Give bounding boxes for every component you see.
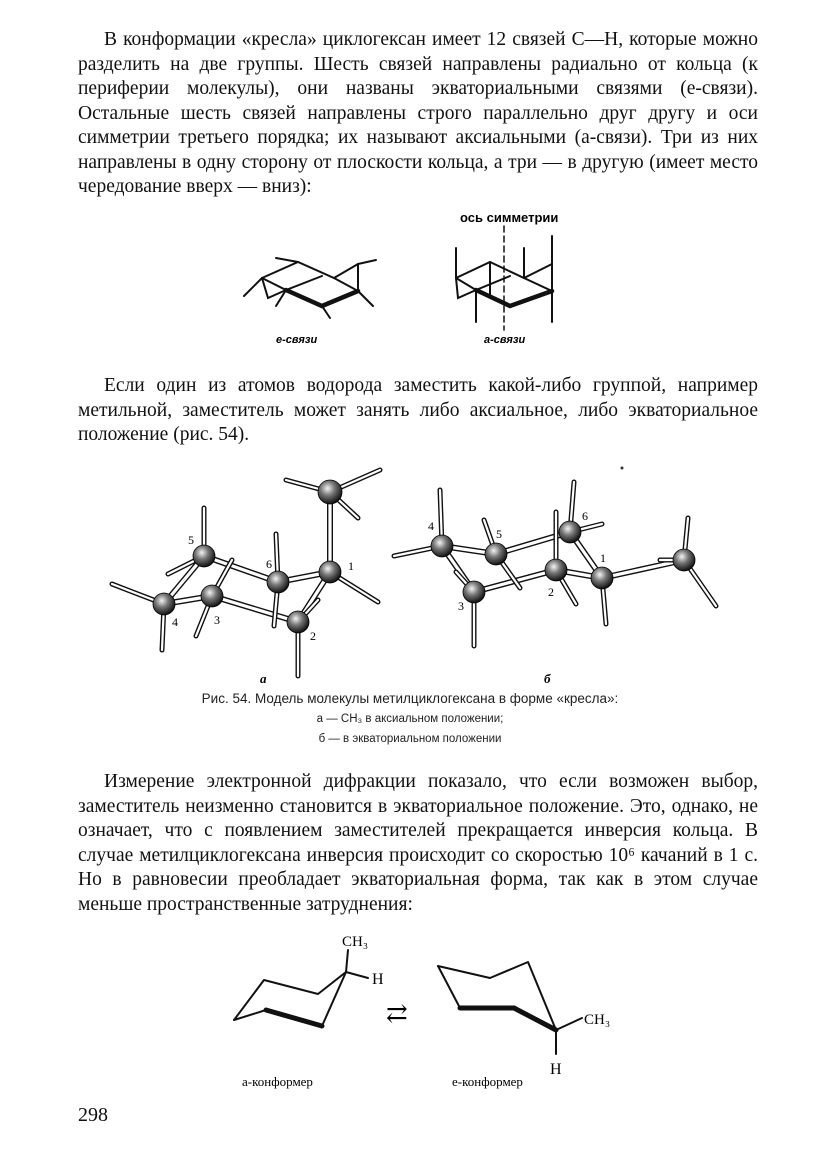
atom-b-1: 1 [600,551,606,565]
atom-a-4: 4 [172,615,178,629]
figure-54-caption-title: Рис. 54. Модель молекулы метилциклогексана в форме «кресла»: [201,691,619,706]
page-number: 298 [78,1104,108,1126]
a-conformer [234,950,368,1026]
equilibrium-arrows: ⇄ [386,999,408,1028]
paragraph-substituent: Если один из атомов водорода заместить какой-либо группой, например метильной, заместитель может занять либо аксиальное, либо экваториальное положение (рис. 54). [78,375,758,445]
atom-b-3: 3 [458,599,464,613]
a-conformer-label: а-конформер [242,1074,313,1089]
atom-b-6: 6 [582,509,588,523]
e-conformer [438,962,582,1054]
e-bonds-label: е-связи [276,334,318,346]
e-conformer-label: е-конформер [452,1074,523,1089]
atom-a-3: 3 [214,613,220,627]
paragraph-electron-diffraction: Измерение электронной дифракции показало, что если возможен выбор, заместитель неизменно становится в экваториальное положение. Это, однако, не означает, что с появлением заместителей прекращается инверсия кольца. В случае метилциклогексана инверсия происходит со скоростью 10⁶ качаний в 1 с. Но в равновесии преобладает экваториальная форма, так как в этом случае меньше пространственные затруднения: [78,771,758,915]
figure-54-caption-b: б — в экваториальном положении [318,733,502,745]
atom-a-6: 6 [266,557,272,571]
paragraph-chair-bonds: В конформации «кресла» циклогексан имеет 12 связей С—Н, которые можно разделить на две группы. Шесть связей направлены радиально от кольца (к периферии молекулы), они названы экваториальными связями (е-связи). Остальные шесть связей направлены строго параллельно друг другу и оси симметрии третьего порядка; их называют аксиальными (а-связи). Три из них направлены в одну сторону от плоскости кольца, а три — в другую (имеет место чередование вверх — вниз): [78,29,758,197]
a-bonds-label: а-связи [484,334,526,346]
atom-a-2: 2 [310,629,316,643]
e-conformer-h: H [550,1061,562,1078]
figure-54-caption-a: а — СН₃ в аксиальном положении; [316,713,504,725]
axis-label: ось симметрии [460,210,559,225]
atom-b-4: 4 [428,519,434,533]
atom-b-5: 5 [496,527,502,541]
atom-b-2: 2 [548,585,554,599]
a-conformer-ch3: CH₃ [342,934,369,950]
e-conformer-ch3: CH₃ [584,1012,611,1028]
atom-a-1: 1 [348,559,354,573]
panel-b-label: б [544,671,551,686]
panel-a-label: а [260,671,267,686]
a-conformer-h: H [372,971,384,988]
atom-a-5: 5 [188,533,194,547]
